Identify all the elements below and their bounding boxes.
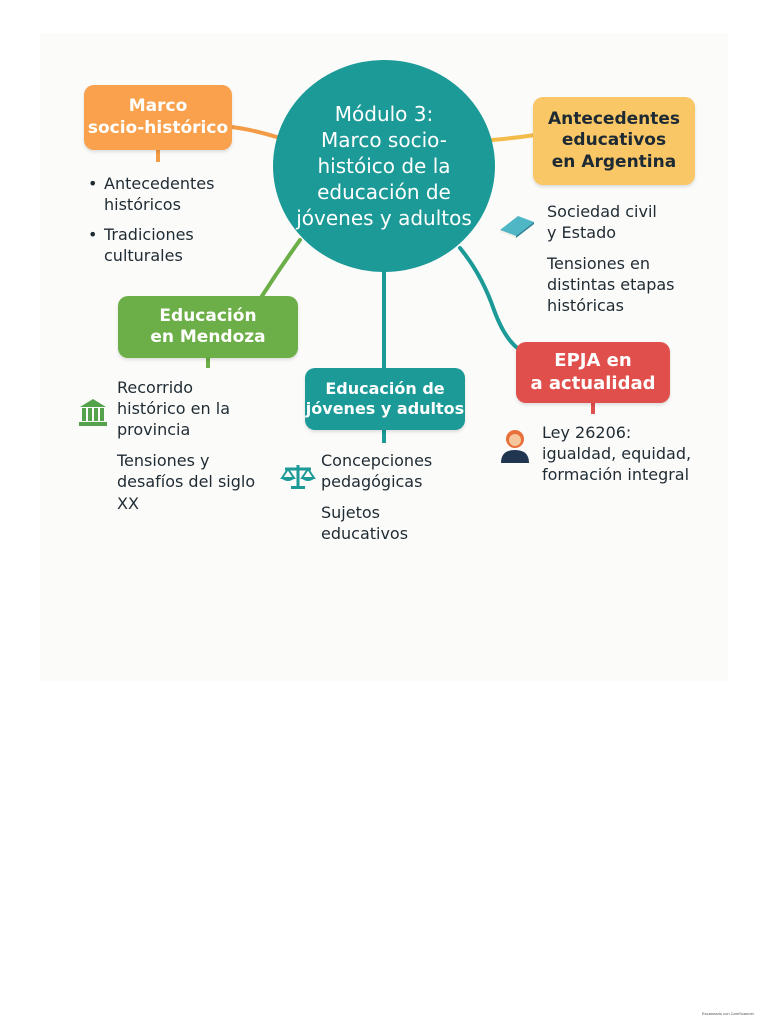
- link-epja: [460, 248, 520, 350]
- branch-antecedentes-educativos: [533, 97, 695, 185]
- branch-marco-title: Marco socio-histórico: [87, 96, 229, 138]
- branch-educacion-mendoza: [118, 296, 298, 358]
- mendoza-items: [117, 377, 297, 524]
- branch-educacion-jovenes-adultos: [305, 368, 465, 430]
- antecedentes-items: [547, 201, 717, 327]
- branch-epja-actualidad: [516, 342, 670, 403]
- list-item: Sujetos educativos: [321, 503, 409, 544]
- central-topic: [273, 60, 495, 272]
- list-item: Tensiones en distintas etapas históricas: [547, 254, 675, 316]
- branch-epja-title: EPJA en a actualidad: [530, 350, 656, 394]
- link-antecedentes: [492, 135, 535, 140]
- branch-antecedentes-title: Antecedentes educativos en Argentina: [547, 109, 681, 172]
- branch-marco-socio-historico: [84, 85, 232, 150]
- list-item: Sociedad civil y Estado: [547, 202, 657, 243]
- jovenes-items: [321, 450, 471, 554]
- scales-icon: [280, 462, 316, 494]
- link-marco: [232, 127, 280, 138]
- list-item: Concepciones pedagógicas: [321, 451, 433, 492]
- epja-items: [542, 422, 732, 495]
- list-item: Tensiones y desafíos del siglo XX: [117, 451, 256, 513]
- scanner-watermark: Escaneado con CamScanner: [701, 1011, 754, 1016]
- museum-icon: [78, 397, 108, 431]
- central-topic-title: Módulo 3: Marco socio- históico de la educación de jóvenes y adultos: [296, 102, 472, 230]
- list-item: • Antecedentes históricos: [86, 173, 266, 215]
- list-item: Recorrido histórico en la provincia: [117, 378, 230, 440]
- marco-items: [86, 173, 266, 275]
- list-item: • Tradiciones culturales: [86, 224, 266, 266]
- person-icon: [499, 428, 531, 468]
- branch-jovenes-title: Educación de jóvenes y adultos: [305, 379, 465, 418]
- link-mendoza: [262, 240, 300, 296]
- book-icon: [497, 208, 537, 242]
- list-item: Ley 26206: igualdad, equidad, formación integral: [542, 423, 692, 485]
- branch-mendoza-title: Educación en Mendoza: [150, 305, 266, 347]
